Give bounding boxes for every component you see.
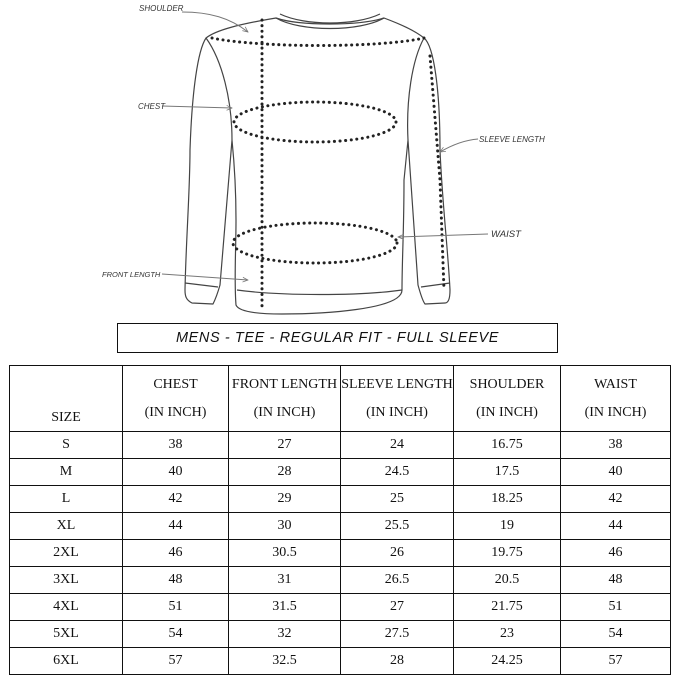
cell-shoulder: 16.75 bbox=[454, 432, 561, 459]
cell-waist: 48 bbox=[561, 567, 671, 594]
sleeve-length-label: SLEEVE LENGTH bbox=[479, 135, 545, 144]
table-row bbox=[10, 567, 671, 594]
sleeve-length-guide bbox=[430, 56, 444, 290]
cell-front-length: 30.5 bbox=[229, 540, 341, 567]
header-waist: WAIST (IN INCH) bbox=[561, 366, 671, 432]
cell-sleeve-length: 25.5 bbox=[341, 513, 454, 540]
chest-label: CHEST bbox=[138, 102, 166, 111]
cell-chest: 51 bbox=[123, 594, 229, 621]
annotation-arrows bbox=[162, 12, 488, 280]
cell-size: 3XL bbox=[10, 567, 123, 594]
shoulder-guide bbox=[212, 38, 424, 46]
table-row bbox=[10, 594, 671, 621]
cell-waist: 54 bbox=[561, 621, 671, 648]
header-size: SIZE bbox=[10, 366, 123, 432]
shoulder-label: SHOULDER bbox=[139, 4, 184, 13]
cell-size: 5XL bbox=[10, 621, 123, 648]
cell-chest: 42 bbox=[123, 486, 229, 513]
cell-front-length: 28 bbox=[229, 459, 341, 486]
cell-front-length: 31.5 bbox=[229, 594, 341, 621]
cell-sleeve-length: 25 bbox=[341, 486, 454, 513]
cell-front-length: 29 bbox=[229, 486, 341, 513]
cell-waist: 40 bbox=[561, 459, 671, 486]
table-row bbox=[10, 513, 671, 540]
cell-sleeve-length: 27.5 bbox=[341, 621, 454, 648]
table-row bbox=[10, 540, 671, 567]
cell-size: L bbox=[10, 486, 123, 513]
chart-title: MENS - TEE - REGULAR FIT - FULL SLEEVE bbox=[117, 323, 558, 353]
cell-shoulder: 20.5 bbox=[454, 567, 561, 594]
cell-shoulder: 19.75 bbox=[454, 540, 561, 567]
cell-shoulder: 24.25 bbox=[454, 648, 561, 675]
cell-shoulder: 17.5 bbox=[454, 459, 561, 486]
cell-chest: 46 bbox=[123, 540, 229, 567]
cell-front-length: 31 bbox=[229, 567, 341, 594]
table-row bbox=[10, 432, 671, 459]
cell-shoulder: 23 bbox=[454, 621, 561, 648]
cell-chest: 48 bbox=[123, 567, 229, 594]
tshirt-measurement-diagram bbox=[0, 0, 679, 318]
cell-sleeve-length: 27 bbox=[341, 594, 454, 621]
cell-waist: 51 bbox=[561, 594, 671, 621]
cell-chest: 54 bbox=[123, 621, 229, 648]
cell-sleeve-length: 26.5 bbox=[341, 567, 454, 594]
cell-chest: 38 bbox=[123, 432, 229, 459]
cell-chest: 57 bbox=[123, 648, 229, 675]
table-body bbox=[10, 432, 671, 675]
front-length-label: FRONT LENGTH bbox=[102, 270, 161, 279]
cell-shoulder: 21.75 bbox=[454, 594, 561, 621]
cell-sleeve-length: 24.5 bbox=[341, 459, 454, 486]
cell-chest: 40 bbox=[123, 459, 229, 486]
cell-size: 4XL bbox=[10, 594, 123, 621]
cell-size: XL bbox=[10, 513, 123, 540]
waist-label: WAIST bbox=[491, 229, 521, 240]
table-header-row bbox=[10, 366, 671, 432]
cell-front-length: 27 bbox=[229, 432, 341, 459]
header-chest: CHEST (IN INCH) bbox=[123, 366, 229, 432]
cell-shoulder: 19 bbox=[454, 513, 561, 540]
cell-sleeve-length: 24 bbox=[341, 432, 454, 459]
cell-waist: 57 bbox=[561, 648, 671, 675]
chest-guide bbox=[234, 102, 396, 142]
cell-size: S bbox=[10, 432, 123, 459]
tshirt-outline bbox=[185, 14, 450, 314]
cell-size: 6XL bbox=[10, 648, 123, 675]
cell-waist: 46 bbox=[561, 540, 671, 567]
table-row bbox=[10, 486, 671, 513]
cell-sleeve-length: 28 bbox=[341, 648, 454, 675]
cell-waist: 42 bbox=[561, 486, 671, 513]
table-row bbox=[10, 621, 671, 648]
cell-chest: 44 bbox=[123, 513, 229, 540]
cell-size: 2XL bbox=[10, 540, 123, 567]
cell-waist: 38 bbox=[561, 432, 671, 459]
cell-front-length: 30 bbox=[229, 513, 341, 540]
cell-size: M bbox=[10, 459, 123, 486]
cell-front-length: 32 bbox=[229, 621, 341, 648]
header-sleeve-length: SLEEVE LENGTH (IN INCH) bbox=[341, 366, 454, 432]
cell-shoulder: 18.25 bbox=[454, 486, 561, 513]
waist-guide bbox=[233, 223, 397, 263]
table-row bbox=[10, 459, 671, 486]
table-row bbox=[10, 648, 671, 675]
header-front-length: FRONT LENGTH (IN INCH) bbox=[229, 366, 341, 432]
header-shoulder: SHOULDER (IN INCH) bbox=[454, 366, 561, 432]
cell-waist: 44 bbox=[561, 513, 671, 540]
cell-sleeve-length: 26 bbox=[341, 540, 454, 567]
size-chart-table bbox=[9, 365, 671, 675]
cell-front-length: 32.5 bbox=[229, 648, 341, 675]
